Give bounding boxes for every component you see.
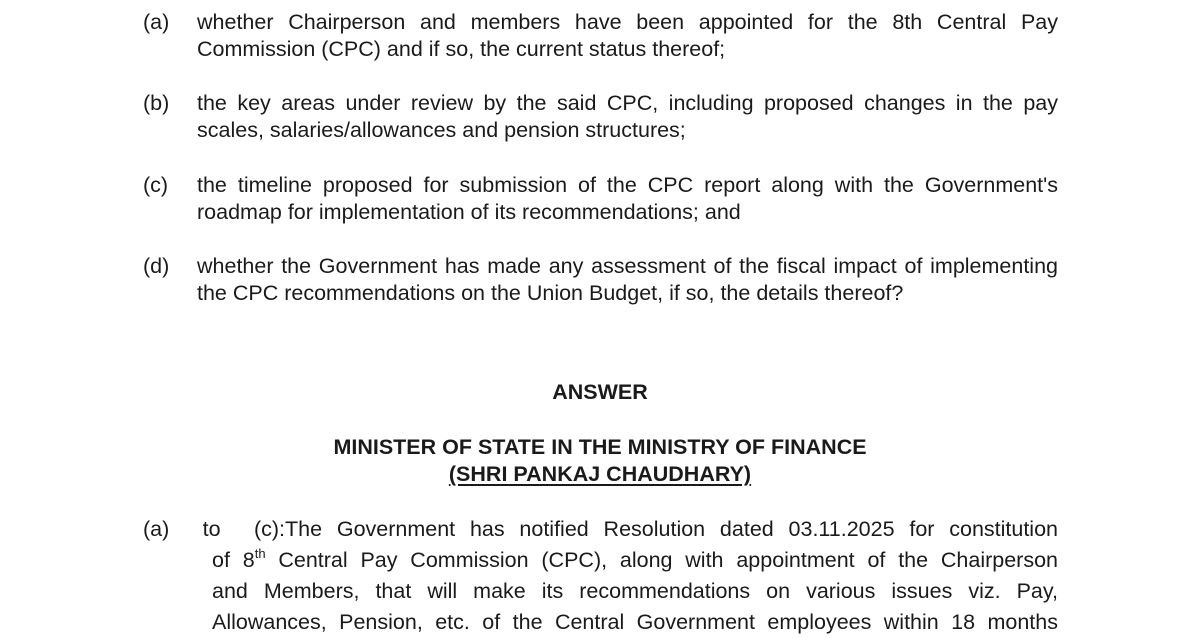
answer-heading: ANSWER — [552, 380, 648, 404]
question-text: the key areas under review by the said CPC, including proposed changes in the pay scales, salaries/allowances and pension structures; — [197, 91, 1058, 142]
answer-text: The Government has notified Resolution dated 03.11.2025 for constitution — [285, 517, 1058, 541]
question-a — [143, 9, 1058, 63]
answer-text: Central Pay Commission (CPC), along with appointment of the Chairperson — [265, 548, 1058, 572]
question-d — [143, 253, 1058, 307]
question-text: the timeline proposed for submission of the CPC report along with the Government's roadmap for implementation of its recommendations; and — [197, 173, 1058, 224]
question-c — [143, 172, 1058, 226]
question-b — [143, 90, 1058, 144]
question-text: whether the Government has made any assessment of the fiscal impact of implementing the CPC recommendations on the Union Budget, if so, the details thereof? — [197, 254, 1058, 305]
question-label: (a) — [143, 10, 170, 34]
answer-line-4: Allowances, Pension, etc. of the Central Government employees within 18 months — [212, 610, 1058, 634]
answer-line-2 — [143, 545, 1058, 576]
ordinal-superscript: th — [254, 545, 266, 561]
answer-line-3: and Members, that will make its recommendations on various issues viz. Pay, — [212, 579, 1058, 603]
question-text: whether Chairperson and members have been appointed for the 8th Central Pay Commission (CPC) and if so, the current status thereof; — [197, 10, 1058, 61]
answer-line-1 — [143, 514, 1058, 545]
minister-name: (SHRI PANKAJ CHAUDHARY) — [448, 462, 752, 486]
minister-title: MINISTER OF STATE IN THE MINISTRY OF FINANCE — [333, 435, 867, 459]
question-label: (c) — [143, 173, 169, 197]
answer-text: of 8 — [212, 548, 255, 572]
question-label: (d) — [143, 254, 170, 278]
answer-paragraph — [143, 514, 1058, 638]
answer-label: (a) to (c): — [143, 517, 285, 541]
question-label: (b) — [143, 91, 170, 115]
